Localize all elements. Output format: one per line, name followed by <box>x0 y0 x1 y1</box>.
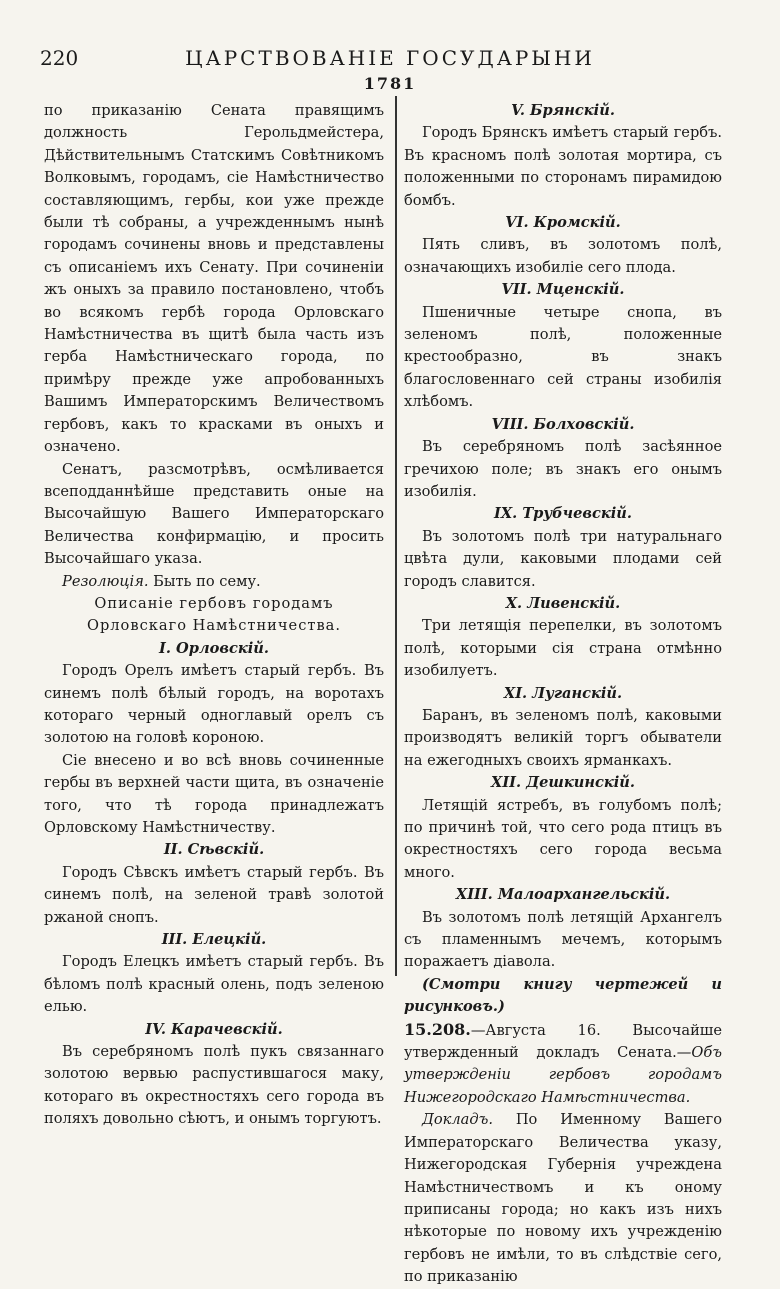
arms-heading: XIII. Малоархангельскій. <box>455 886 671 904</box>
entry-subject: —Объ утвержденіи гербовъ городамъ Нижегородскаго Намѣстничества. <box>404 1044 722 1106</box>
arms-description: Сіе внесено и во всѣ вновь сочиненные гербы въ верхней части щита, въ означеніе того, что тѣ города принадлежатъ Орловскому Намѣстничеству. <box>44 751 384 836</box>
paragraph: по приказанію Сената правящимъ должность Герольдмейстера, Дѣйствительнымъ Статскимъ Совѣтникомъ Волковымъ, городамъ, сіе Намѣстничество составляющимъ, гербы, кои уже прежде были тѣ собраны, а учрежденнымъ нынѣ городамъ сочинены вновь и представлены съ описаніемъ ихъ Сенату. При сочиненіи жъ оныхъ за правило постановлено, чтобъ во всякомъ гербѣ города Орловскаго Намѣстничества въ щитѣ была часть изъ герба Намѣстническаго города, по примѣру прежде уже апробованныхъ Вашимъ Императорскимъ Величествомъ гербовъ, какъ то красками въ оныхъ и означено. <box>44 102 384 456</box>
arms-description: Пять сливъ, въ золотомъ полѣ, означающихъ изобиліе сего плода. <box>404 236 722 276</box>
resolution-label: Резолюція. <box>62 572 149 590</box>
resolution <box>44 571 384 593</box>
year-heading: 1781 <box>363 74 417 93</box>
resolution-text: Быть по сему. <box>148 572 261 590</box>
arms-description: Въ золотомъ полѣ три натуральнаго цвѣта дули, каковыми плодами сей городъ славится. <box>404 527 722 590</box>
left-column <box>44 100 384 1131</box>
entry-header <box>404 1019 722 1110</box>
arms-heading: VIII. Болховскій. <box>491 415 635 433</box>
report-text: По Именному Вашего Императорскаго Величества указу, Нижегородская Губернія учреждена Намѣстничествомъ и къ оному приписаны города; но какъ изъ нихъ нѣкоторые по новому ихъ учрежденію гербовъ не имѣли, то въ слѣдствіе сего, по приказанію <box>404 1111 722 1286</box>
arms-description: Городъ Орелъ имѣетъ старый гербъ. Въ синемъ полѣ бѣлый городъ, на воротахъ котораго черный одноглавый орелъ съ золотою на головѣ короною. <box>44 662 384 747</box>
arms-description: Городъ Сѣвскъ имѣетъ старый гербъ. Въ синемъ полѣ, на зеленой травѣ золотой ржаной снопъ. <box>44 863 384 926</box>
arms-description: Въ серебряномъ полѣ пукъ связаннаго золотою вервью распустившагося маку, котораго въ окрестностяхъ сего города въ поляхъ довольно сѣютъ, и онымъ торгуютъ. <box>44 1043 384 1128</box>
report-label: Докладъ. <box>422 1111 493 1129</box>
arms-description: Три летящія перепелки, въ золотомъ полѣ, которыми сія страна отмѣнно изобилуетъ. <box>404 617 722 680</box>
arms-heading: VI. Кромскій. <box>505 214 621 232</box>
arms-heading: XI. Луганскій. <box>503 684 623 702</box>
arms-description: Городъ Елецкъ имѣетъ старый гербъ. Въ бѣломъ полѣ красный олень, подъ зеленою елью. <box>44 953 384 1016</box>
arms-heading: IV. Карачевскій. <box>145 1020 283 1038</box>
arms-heading: IX. Трубчевскій. <box>494 505 632 523</box>
entry-date: —Августа 16. Высочайше утвержденный докладъ Сената. <box>404 1021 722 1062</box>
arms-heading: V. Брянскій. <box>511 102 615 119</box>
arms-description: Городъ Брянскъ имѣетъ старый гербъ. Въ красномъ полѣ золотая мортира, съ положенными по сторонамъ пирамидою бомбъ. <box>404 124 722 209</box>
arms-heading: XII. Дешкинскій. <box>491 774 635 792</box>
section-title: Описаніе гербовъ городамъ Орловскаго Намѣстничества. <box>86 594 341 635</box>
arms-heading: I. Орловскій. <box>159 639 269 657</box>
arms-description: Летящій ястребъ, въ голубомъ полѣ; по причинѣ той, что сего рода птицъ въ окрестностяхъ сего города весьма много. <box>404 796 722 881</box>
right-column <box>404 100 722 1289</box>
arms-description: Въ золотомъ полѣ летящій Архангелъ съ пламеннымъ мечемъ, которымъ поражаетъ діавола. <box>404 908 722 971</box>
entry-number: 15.208. <box>404 1019 471 1039</box>
report <box>404 1109 722 1288</box>
arms-heading: II. Сѣвскій. <box>163 841 265 859</box>
paragraph: Сенатъ, разсмотрѣвъ, осмѣливается всеподданнѣйше представить оные на Высочайшую Вашего Императорскаго Величества конфирмацію, и просить Высочайшаго указа. <box>44 460 384 568</box>
arms-heading: X. Ливенскій. <box>505 594 621 612</box>
arms-description: Баранъ, въ зеленомъ полѣ, каковыми производятъ великій торгъ обыватели на ежегодныхъ своихъ ярманкахъ. <box>404 706 722 769</box>
reference-note: (Смотри книгу чертежей и рисунковъ.) <box>404 975 722 1016</box>
arms-heading: III. Елецкій. <box>161 931 267 949</box>
running-title: ЦАРСТВОВАНІЕ ГОСУДАРЫНИ <box>185 46 595 70</box>
page-header <box>0 40 780 100</box>
page-number: 220 <box>40 46 79 70</box>
arms-heading: VII. Мценскій. <box>501 281 625 299</box>
arms-description: Пшеничные четыре снопа, въ зеленомъ полѣ, положенные крестообразно, въ знакъ благословеннаго сей страны изобилія хлѣбомъ. <box>404 303 722 411</box>
arms-description: Въ серебряномъ полѣ засѣянное гречихою поле; въ знакъ его онымъ изобилія. <box>404 438 722 500</box>
column-divider <box>395 96 398 976</box>
